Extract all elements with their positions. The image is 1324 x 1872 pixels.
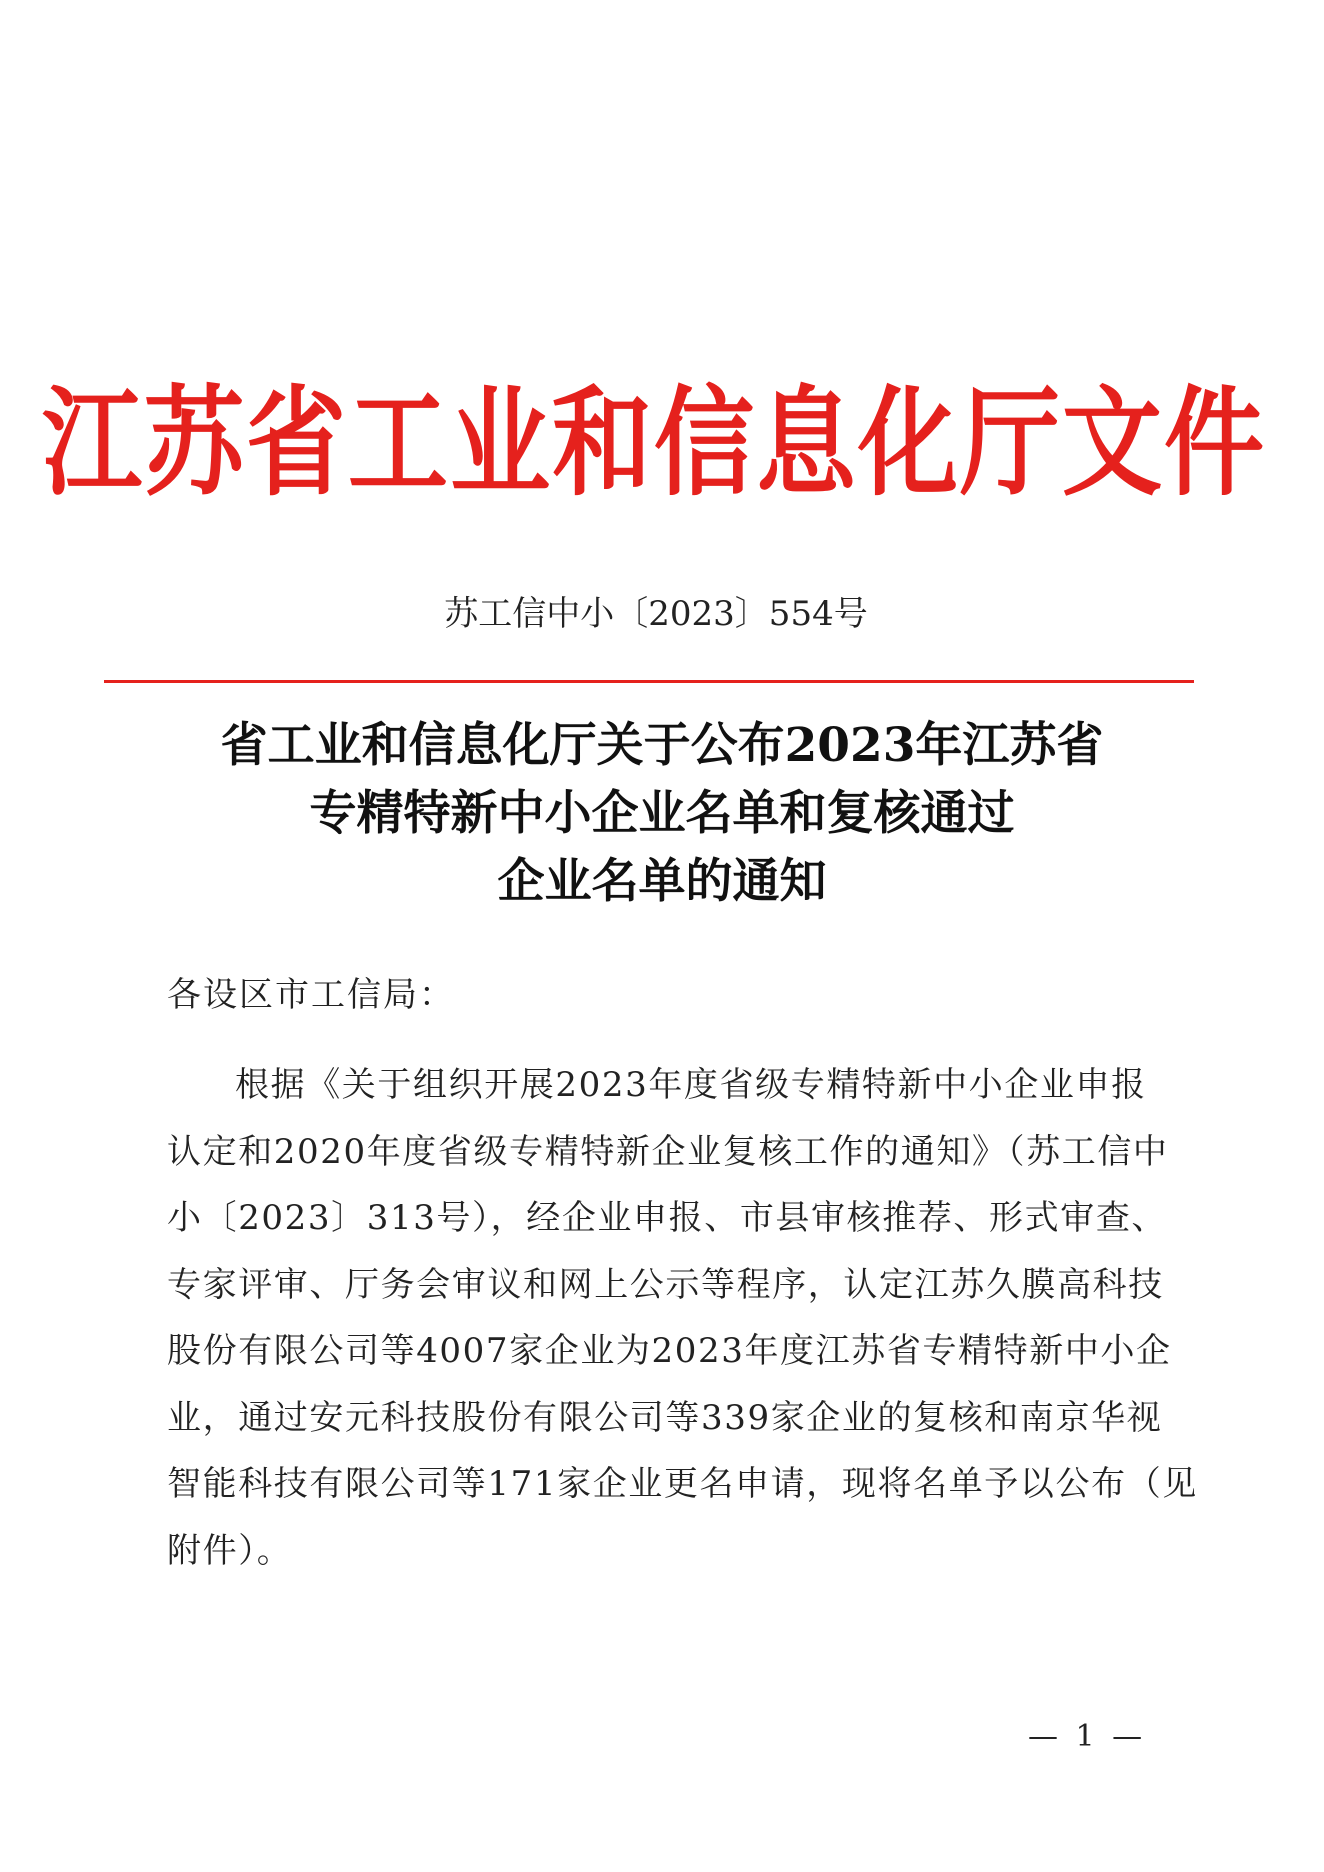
- body-line-2: 认定和2020年度省级专精特新企业复核工作的通知》（苏工信中: [167, 1131, 1169, 1172]
- notice-title: [0, 712, 1324, 916]
- body-line-1: 根据《关于组织开展2023年度省级专精特新中小企业申报: [235, 1065, 1147, 1105]
- body-line-3: 小〔2023〕313号），经企业申报、市县审核推荐、形式审查、: [167, 1198, 1168, 1238]
- body-line-6: 业，通过安元科技股份有限公司等339家企业的复核和南京华视: [167, 1397, 1163, 1438]
- body-paragraph: [167, 1052, 1198, 1584]
- body-line-7: 智能科技有限公司等171家企业更名申请，现将名单予以公布（见: [167, 1464, 1198, 1504]
- body-line-4: 专家评审、厅务会审议和网上公示等程序，认定江苏久膜高科技: [167, 1264, 1164, 1305]
- title-line-1: 省工业和信息化厅关于公布2023年江苏省: [220, 718, 1104, 773]
- document-number: 苏工信中小〔2023〕554号: [444, 594, 868, 634]
- salutation: 各设区市工信局：: [167, 975, 455, 1015]
- body-line-8: 附件）。: [167, 1530, 293, 1571]
- red-divider-line: [104, 680, 1194, 683]
- page-number: — 1 —: [1028, 1719, 1147, 1754]
- title-line-2: 专精特新中小企业名单和复核通过: [309, 786, 1015, 841]
- issuer-title: 江苏省工业和信息化厅文件: [42, 374, 1266, 513]
- title-line-3: 企业名单的通知: [497, 854, 827, 909]
- body-line-5: 股份有限公司等4007家企业为2023年度江苏省专精特新中小企: [167, 1331, 1172, 1371]
